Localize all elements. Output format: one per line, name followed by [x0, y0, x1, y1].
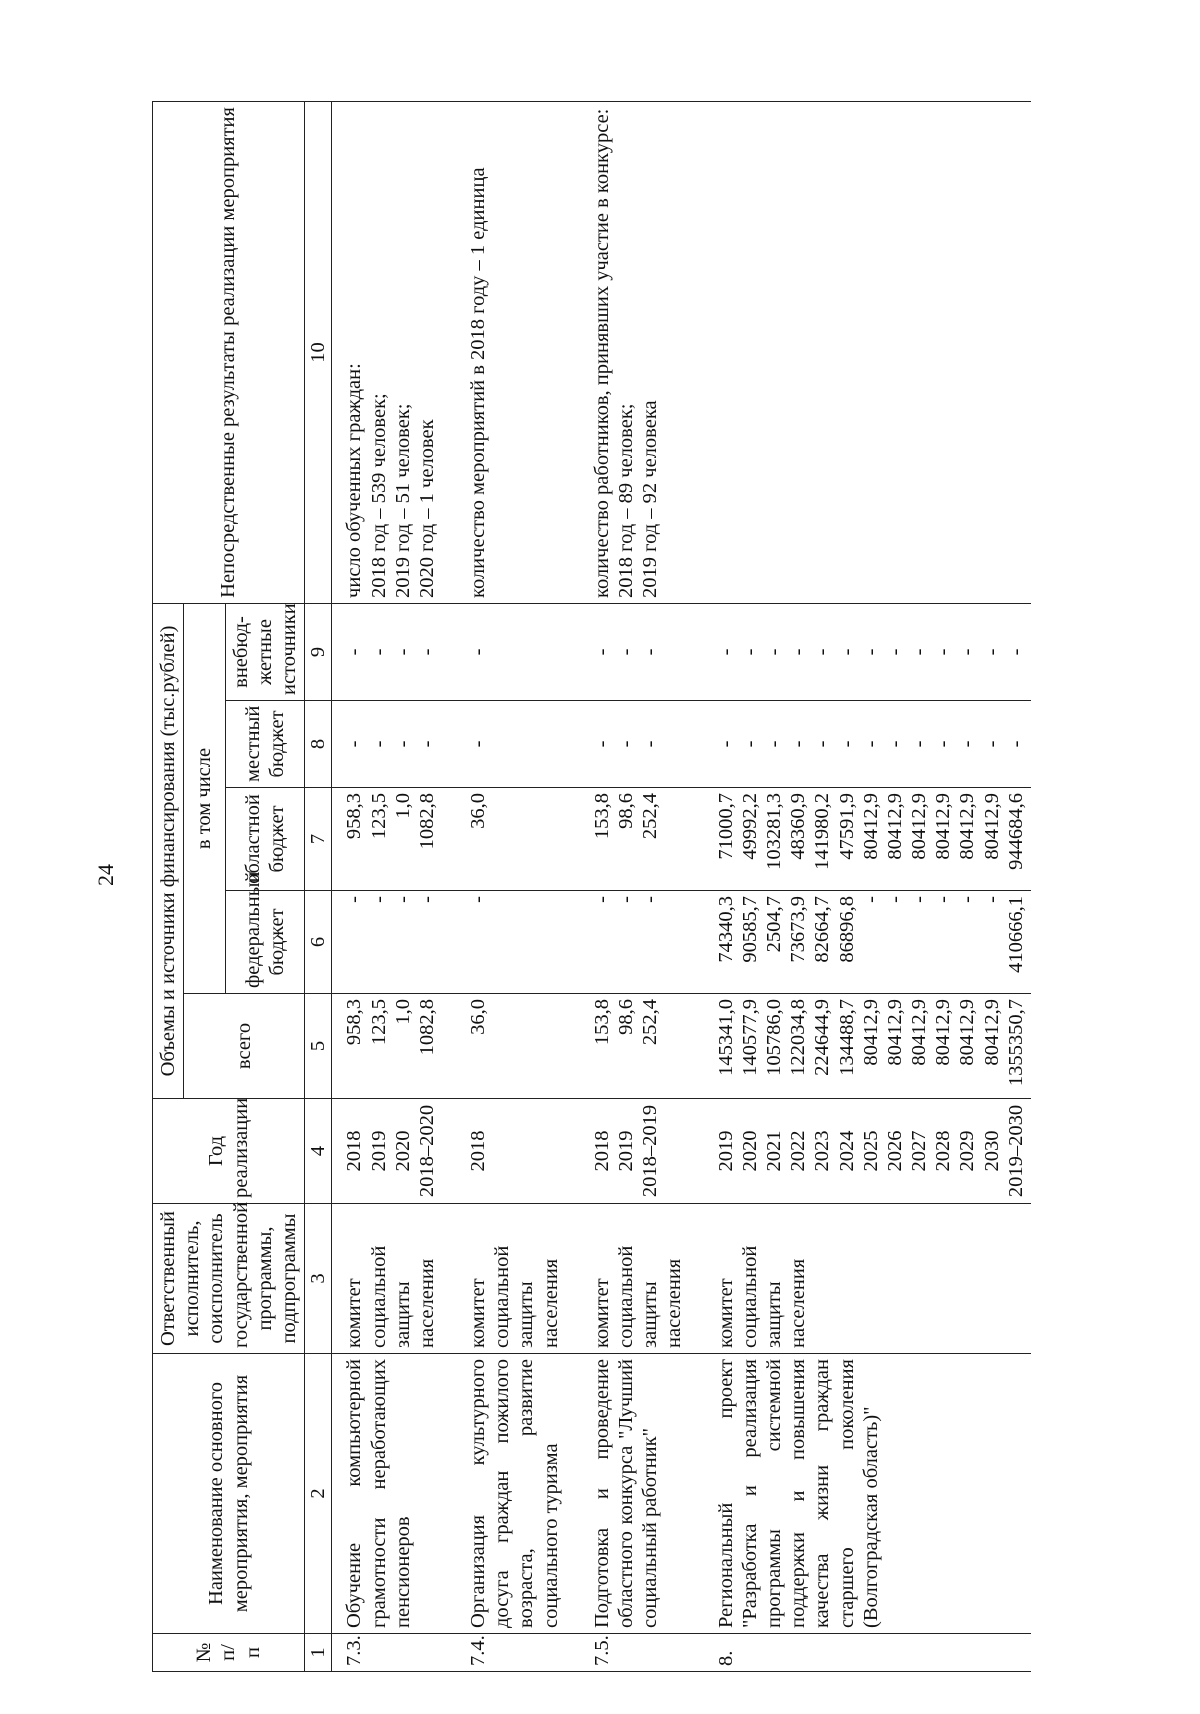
results-text-value: количество мероприятий в 2018 году – 1 единица [467, 167, 490, 598]
federal-budget-list-value: 86896,8 [835, 896, 858, 963]
total-amount-list-value: 145341,0 [714, 999, 737, 1076]
extra-budget-list-value: - [859, 648, 882, 656]
local-budget-list-value: - [956, 740, 979, 748]
results-text-value: число обученных граждан: [343, 363, 366, 598]
federal-budget-list-value: - [639, 896, 662, 903]
year-list-value: 2019–2030 [1004, 1104, 1027, 1198]
federal-budget-list-value: - [908, 896, 931, 903]
extra-budget-list-value: - [714, 648, 737, 656]
total-amount-list-value: 1355350,7 [1004, 999, 1027, 1087]
regional-budget-list [463, 788, 587, 891]
table-body [305, 101, 1031, 1671]
total-amount-list-value: 80412,9 [956, 999, 979, 1066]
table-row [332, 101, 463, 1671]
extra-budget-list [587, 603, 711, 700]
activity-name: Подготовка и проведение областного конкурса "Лучший социальный работник" [587, 1354, 711, 1634]
federal-budget-list [332, 891, 463, 994]
year-list-value: 2027 [908, 1130, 931, 1172]
federal-budget-list-value: 2504,7 [762, 896, 785, 953]
column-index-cell: 10 [305, 101, 332, 603]
total-amount-list-value: 134488,7 [835, 999, 858, 1076]
extra-budget-list-value: - [956, 648, 979, 656]
federal-budget-list-value: - [956, 896, 979, 903]
total-amount-list [332, 994, 463, 1099]
column-index-cell: 6 [305, 891, 332, 994]
local-budget-list [711, 701, 1031, 788]
local-budget-list-value: - [859, 740, 882, 748]
regional-budget-list-value: 80412,9 [883, 793, 906, 860]
header-funding: Объемы и источники финансирования (тыс.рублей) [153, 603, 184, 1098]
column-index-cell: 7 [305, 788, 332, 891]
extra-budget-list-value: - [980, 648, 1003, 656]
column-index-cell: 8 [305, 701, 332, 788]
regional-budget-list-value: 141980,2 [811, 793, 834, 870]
activity-name: Региональный проект "Разработка и реализация программы системной поддержки и повышения качества жизни граждан старшего поколения (Волгоградская область)" [711, 1354, 1031, 1634]
federal-budget-list-value: - [391, 896, 414, 903]
total-amount-list [711, 994, 1031, 1099]
total-amount-list-value: 80412,9 [908, 999, 931, 1066]
extra-budget-list-value: - [1004, 648, 1027, 656]
year-list-value: 2018–2019 [639, 1104, 662, 1198]
federal-budget-list [711, 891, 1031, 994]
regional-budget-list-value: 80412,9 [908, 793, 931, 860]
responsible-executor: комитет социальной защиты населения [332, 1204, 463, 1354]
row-number: 8. [711, 1634, 1031, 1672]
regional-budget-list-value: 80412,9 [932, 793, 955, 860]
local-budget-list-value: - [811, 740, 834, 748]
activity-name: Организация культурного досуга граждан пожилого возраста, развитие социального туризма [463, 1354, 587, 1634]
year-list-value: 2018 [590, 1130, 613, 1172]
column-index-cell: 3 [305, 1204, 332, 1354]
total-amount-list-value: 80412,9 [932, 999, 955, 1066]
federal-budget-list-value: - [615, 896, 637, 903]
extra-budget-list [711, 603, 1031, 700]
total-amount-list-value: 80412,9 [980, 999, 1003, 1066]
page-number: 24 [93, 864, 118, 886]
federal-budget-list-value: - [859, 896, 882, 903]
year-list [711, 1099, 1031, 1204]
extra-budget-list-value: - [932, 648, 955, 656]
federal-budget-list-value: - [467, 896, 490, 903]
extra-budget-list-value: - [467, 648, 490, 656]
header-total: всего [184, 994, 305, 1099]
regional-budget-list-value: 252,4 [639, 793, 662, 840]
column-index-cell: 1 [305, 1634, 332, 1672]
header-year: Год реализации [153, 1099, 305, 1204]
local-budget-list-value: - [835, 740, 858, 748]
total-amount-list-value: 1,0 [391, 999, 414, 1025]
local-budget-list-value: - [467, 740, 490, 748]
column-index-cell: 2 [305, 1354, 332, 1634]
local-budget-list-value: - [343, 740, 366, 748]
column-index-cell: 4 [305, 1099, 332, 1204]
total-amount-list-value: 123,5 [367, 999, 390, 1046]
year-list-value: 2025 [859, 1130, 882, 1172]
local-budget-list-value: - [415, 740, 438, 748]
federal-budget-list-value: 74340,3 [714, 896, 737, 963]
regional-budget-list-value: 958,3 [343, 793, 366, 840]
federal-budget-list-value: - [932, 896, 955, 903]
local-budget-list-value: - [908, 740, 931, 748]
total-amount-list-value: 153,8 [590, 999, 613, 1046]
regional-budget-list-value: 71000,7 [714, 793, 737, 860]
year-list [332, 1099, 463, 1204]
activity-name: Обучение компьютерной грамотности неработающих пенсионеров [332, 1354, 463, 1634]
federal-budget-list-value: - [415, 896, 438, 903]
total-amount-list-value: 80412,9 [883, 999, 906, 1066]
column-index-row [305, 101, 332, 1671]
total-amount-list-value: 36,0 [467, 999, 490, 1035]
extra-budget-list-value: - [883, 648, 906, 656]
federal-budget-list-value: 410666,1 [1004, 896, 1027, 973]
results-text [463, 101, 587, 603]
total-amount-list [587, 994, 711, 1099]
year-list-value: 2029 [956, 1130, 979, 1172]
header-federal: федеральный бюджет [225, 891, 305, 994]
regional-budget-list-value: 1082,8 [415, 793, 438, 850]
total-amount-list-value: 140577,9 [738, 999, 761, 1076]
extra-budget-list-value: - [590, 648, 613, 656]
local-budget-list [587, 701, 711, 788]
year-list-value: 2023 [811, 1130, 834, 1172]
responsible-executor: комитет социальной защиты населения [711, 1204, 1031, 1354]
local-budget-list-value: - [883, 740, 906, 748]
extra-budget-list-value: - [908, 648, 931, 656]
results-text [711, 101, 1031, 603]
extra-budget-list-value: - [762, 648, 785, 656]
header-results: Непосредственные результаты реализации мероприятия [153, 101, 305, 603]
local-budget-list-value: - [738, 740, 761, 748]
year-list-value: 2021 [762, 1130, 785, 1172]
year-list-value: 2019 [615, 1130, 637, 1172]
regional-budget-list-value: 80412,9 [859, 793, 882, 860]
total-amount-list-value: 252,4 [639, 999, 662, 1046]
row-number: 7.5. [587, 1634, 711, 1672]
year-list-value: 2030 [980, 1130, 1003, 1172]
total-amount-list [463, 994, 587, 1099]
federal-budget-list-value: - [367, 896, 390, 903]
header-regional: областной бюджет [225, 788, 305, 891]
extra-budget-list-value: - [639, 648, 662, 656]
year-list-value: 2026 [883, 1130, 906, 1172]
row-number: 7.3. [332, 1634, 463, 1672]
results-text-value: 2019 год – 92 человека [639, 400, 662, 598]
local-budget-list-value: - [762, 740, 785, 748]
table-row [711, 101, 1031, 1671]
year-list-value: 2018–2020 [415, 1104, 438, 1198]
responsible-executor: комитет социальной защиты населения [587, 1204, 711, 1354]
regional-budget-list-value: 48360,9 [787, 793, 810, 860]
federal-budget-list-value: 82664,7 [811, 896, 834, 963]
local-budget-list-value: - [639, 740, 662, 748]
results-text-value: 2019 год – 51 человек; [391, 403, 414, 598]
year-list-value: 2018 [467, 1130, 490, 1172]
results-text-value: количество работников, принявших участие в конкурсе: [590, 108, 613, 598]
extra-budget-list-value: - [415, 648, 438, 656]
extra-budget-list-value: - [343, 648, 366, 656]
regional-budget-list [332, 788, 463, 891]
header-name: Наименование основного мероприятия, мероприятия [153, 1354, 305, 1634]
total-amount-list-value: 1082,8 [415, 999, 438, 1056]
extra-budget-list-value: - [615, 648, 637, 656]
extra-budget-list-value: - [367, 648, 390, 656]
federal-budget-list-value: - [980, 896, 1003, 903]
local-budget-list-value: - [714, 740, 737, 748]
federal-budget-list-value: - [883, 896, 906, 903]
local-budget-list [332, 701, 463, 788]
header-extra: внебюд-жетные источники [225, 603, 305, 700]
federal-budget-list-value: - [343, 896, 366, 903]
federal-budget-list-value: 73673,9 [787, 896, 810, 963]
header-responsible: Ответственный исполнитель, соисполнитель государственной программы, подпрограммы [153, 1204, 305, 1354]
regional-budget-list-value: 98,6 [615, 793, 637, 829]
local-budget-list-value: - [932, 740, 955, 748]
year-list [587, 1099, 711, 1204]
year-list-value: 2020 [738, 1130, 761, 1172]
total-amount-list-value: 80412,9 [859, 999, 882, 1066]
year-list-value: 2022 [787, 1130, 810, 1172]
header-including: в том числе [184, 603, 225, 993]
results-text-value: 2018 год – 539 человек; [367, 393, 390, 598]
regional-budget-list-value: 944684,6 [1004, 793, 1027, 870]
rotated-page-content [152, 102, 1032, 1672]
header-local: местный бюджет [225, 701, 305, 788]
extra-budget-list-value: - [811, 648, 834, 656]
header-no: № п/п [153, 1634, 305, 1672]
table-row [587, 101, 711, 1671]
table-row [463, 101, 587, 1671]
column-index-cell: 9 [305, 603, 332, 700]
local-budget-list [463, 701, 587, 788]
local-budget-list-value: - [1004, 740, 1027, 748]
regional-budget-list-value: 47591,9 [835, 793, 858, 860]
total-amount-list-value: 224644,9 [811, 999, 834, 1076]
total-amount-list-value: 105786,0 [762, 999, 785, 1076]
local-budget-list-value: - [787, 740, 810, 748]
year-list-value: 2024 [835, 1130, 858, 1172]
local-budget-list-value: - [980, 740, 1003, 748]
results-text-value: 2020 год – 1 человек [415, 419, 438, 598]
total-amount-list-value: 98,6 [615, 999, 637, 1035]
regional-budget-list-value: 80412,9 [980, 793, 1003, 860]
extra-budget-list-value: - [738, 648, 761, 656]
column-index-cell: 5 [305, 994, 332, 1099]
regional-budget-list [587, 788, 711, 891]
extra-budget-list-value: - [835, 648, 858, 656]
program-activities-table [152, 101, 1031, 1672]
federal-budget-list [587, 891, 711, 994]
federal-budget-list-value: - [590, 896, 613, 903]
year-list-value: 2019 [367, 1130, 390, 1172]
year-list-value: 2020 [391, 1130, 414, 1172]
year-list-value: 2018 [343, 1130, 366, 1172]
extra-budget-list-value: - [787, 648, 810, 656]
local-budget-list-value: - [590, 740, 613, 748]
regional-budget-list-value: 123,5 [367, 793, 390, 840]
local-budget-list-value: - [391, 740, 414, 748]
results-text [587, 101, 711, 603]
year-list-value: 2019 [714, 1130, 737, 1172]
regional-budget-list-value: 36,0 [467, 793, 490, 829]
extra-budget-list-value: - [391, 648, 414, 656]
local-budget-list-value: - [615, 740, 637, 748]
regional-budget-list-value: 153,8 [590, 793, 613, 840]
regional-budget-list-value: 49992,2 [738, 793, 761, 860]
federal-budget-list [463, 891, 587, 994]
total-amount-list-value: 958,3 [343, 999, 366, 1046]
results-text [332, 101, 463, 603]
extra-budget-list [332, 603, 463, 700]
regional-budget-list [711, 788, 1031, 891]
regional-budget-list-value: 103281,3 [762, 793, 785, 870]
results-text-value: 2018 год – 89 человек; [615, 403, 637, 598]
total-amount-list-value: 122034,8 [787, 999, 810, 1076]
responsible-executor: комитет социальной защиты населения [463, 1204, 587, 1354]
row-number: 7.4. [463, 1634, 587, 1672]
year-list [463, 1099, 587, 1204]
year-list-value: 2028 [932, 1130, 955, 1172]
local-budget-list-value: - [367, 740, 390, 748]
regional-budget-list-value: 80412,9 [956, 793, 979, 860]
extra-budget-list [463, 603, 587, 700]
federal-budget-list-value: 90585,7 [738, 896, 761, 963]
regional-budget-list-value: 1,0 [391, 793, 414, 819]
